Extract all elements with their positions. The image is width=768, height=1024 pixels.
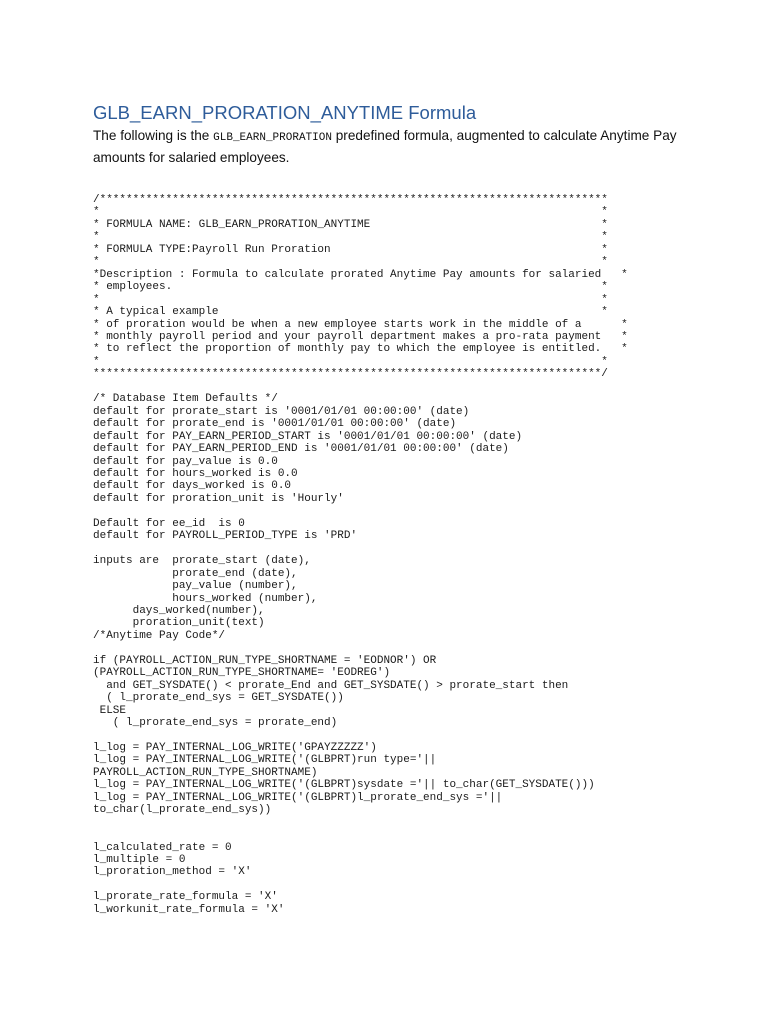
intro-paragraph (93, 126, 693, 167)
intro-text-end: predefined formula, augmented to calculate Anytime Pay amounts for salaried employees. (93, 128, 677, 165)
section-heading: GLB_EARN_PRORATION_ANYTIME Formula (93, 102, 477, 123)
formula-code-block: /***************************************************************************** * * * FORMULA NAME: GLB_EARN_PRORATION_ANYTIME * * * * FORMULA TYPE:Payroll Run Proration * * * *Description : Formula to calculate prorated Anytime Pay amounts for salaried * * employees. * * * * A typical example * * of proration would be when a new employee starts work in the middle of a * * monthly payroll period and your payroll department makes a pro-rata payment * * to reflect the proportion of monthly pay to which the employee is entitled. * * * *****************************************************************************/ /* Database Item Defaults */ default for prorate_start is '0001/01/01 00:00:00' (date) default for prorate_end is '0001/01/01 00:00:00' (date) default for PAY_EARN_PERIOD_START is '0001/01/01 00:00:00' (date) default for PAY_EARN_PERIOD_END is '0001/01/01 00:00:00' (date) default for pay_value is 0.0 default for hours_worked is 0.0 default for days_worked is 0.0 default for proration_unit is 'Hourly' Default for ee_id is 0 default for PAYROLL_PERIOD_TYPE is 'PRD' inputs are prorate_start (date), prorate_end (date), pay_value (number), hours_worked (number), days_worked(number), proration_unit(text) /*Anytime Pay Code*/ if (PAYROLL_ACTION_RUN_TYPE_SHORTNAME = 'EODNOR') OR (PAYROLL_ACTION_RUN_TYPE_SHORTNAME= 'EODREG') and GET_SYSDATE() < prorate_End and GET_SYSDATE() > prorate_start then ( l_prorate_end_sys = GET_SYSDATE()) ELSE ( l_prorate_end_sys = prorate_end) l_log = PAY_INTERNAL_LOG_WRITE('GPAYZZZZZ') l_log = PAY_INTERNAL_LOG_WRITE('(GLBPRT)run type='|| PAYROLL_ACTION_RUN_TYPE_SHORTNAME) l_log = PAY_INTERNAL_LOG_WRITE('(GLBPRT)sysdate ='|| to_char(GET_SYSDATE())) l_log = PAY_INTERNAL_LOG_WRITE('(GLBPRT)l_prorate_end_sys ='|| to_char(l_prorate_end_sys)) l_calculated_rate = 0 l_multiple = 0 l_proration_method = 'X' l_prorate_rate_formula = 'X' l_workunit_rate_formula = 'X' (93, 194, 628, 916)
intro-text-start: The following is the (93, 128, 214, 143)
intro-inline-code: GLB_EARN_PRORATION (213, 132, 332, 144)
